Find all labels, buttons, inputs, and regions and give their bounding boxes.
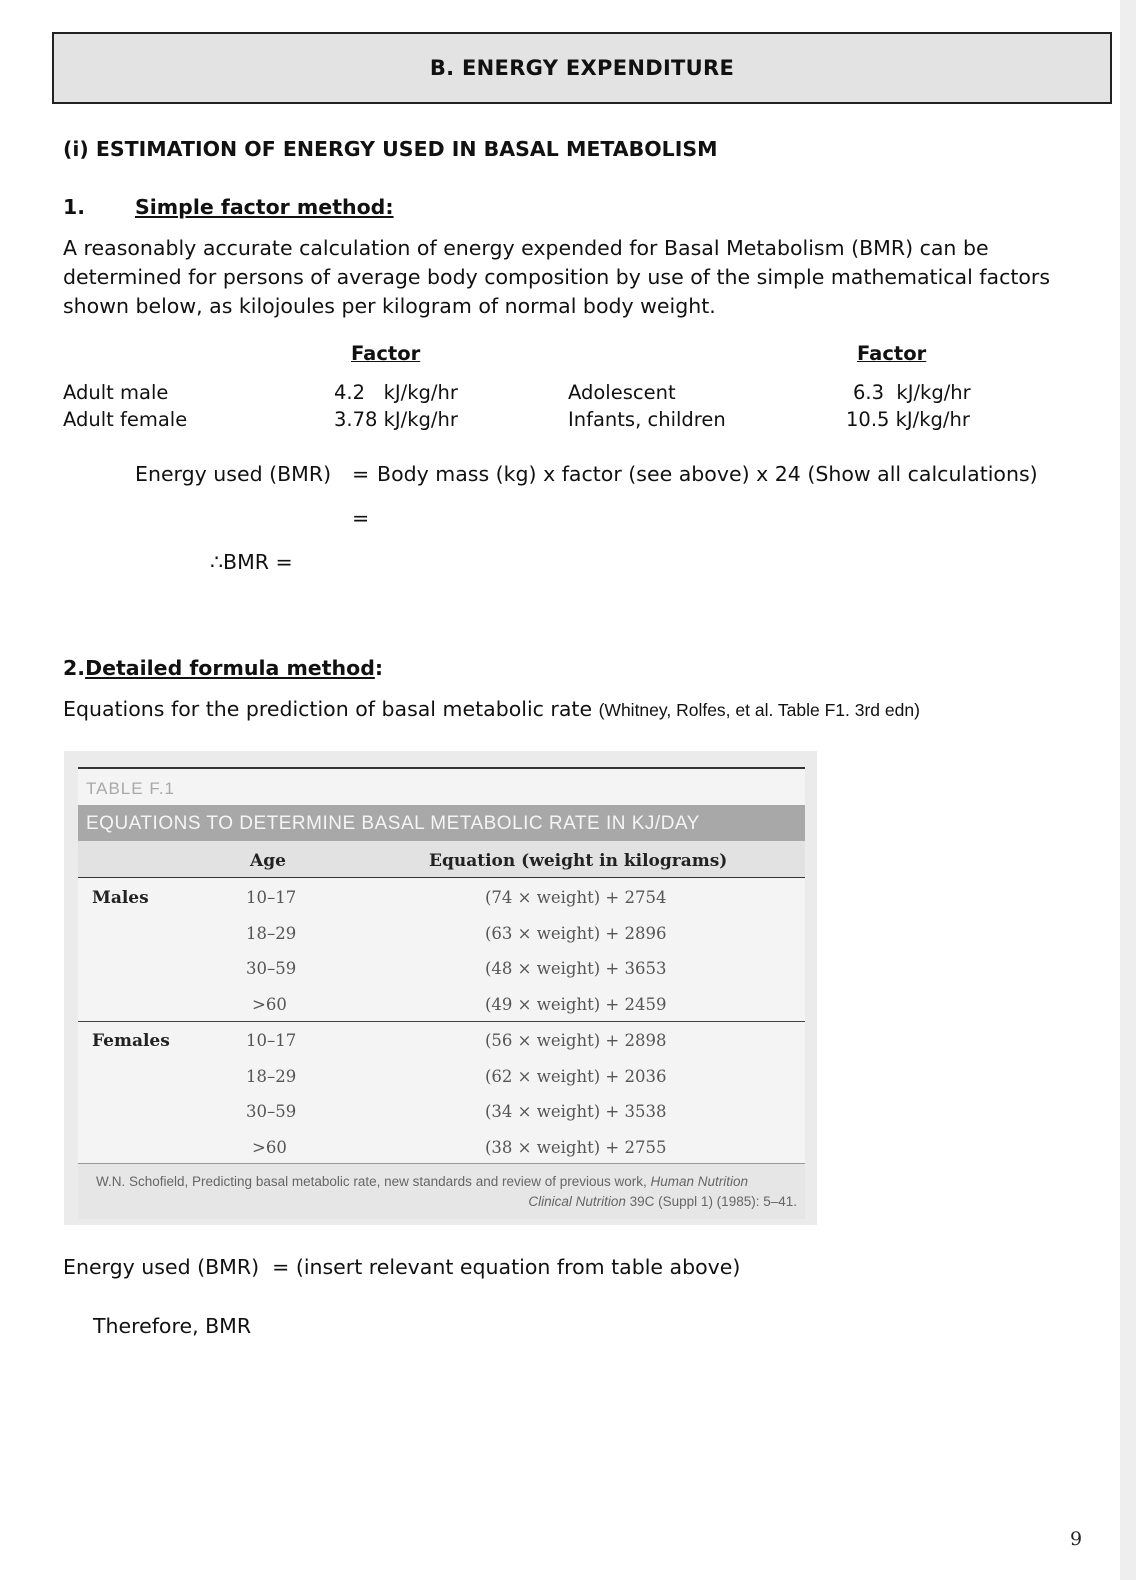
- subsection-heading: (i) ESTIMATION OF ENERGY USED IN BASAL METABOLISM: [63, 137, 718, 161]
- source-suffix: 39C (Suppl 1) (1985): 5–41.: [629, 1194, 797, 1209]
- method2-heading: [63, 656, 383, 680]
- method2-title: Detailed formula method: [85, 656, 375, 680]
- table-cell-equation: (34 × weight) + 3538: [485, 1102, 667, 1121]
- table-cell-equation: (63 × weight) + 2896: [485, 924, 667, 943]
- factor-row-value: 3.78 kJ/kg/hr: [334, 408, 458, 431]
- bmr-energy-line: Energy used (BMR) = (insert relevant equation from table above): [63, 1255, 741, 1279]
- page-number: 9: [1070, 1528, 1083, 1550]
- table-cell-age: 18–29: [246, 924, 297, 943]
- table-title: EQUATIONS TO DETERMINE BASAL METABOLIC RATE IN KJ/DAY: [86, 813, 700, 834]
- bmr-equations-table-scan: [64, 751, 817, 1225]
- factor-row-value: 10.5 kJ/kg/hr: [846, 408, 970, 431]
- method2-intro: Equations for the prediction of basal metabolic rate: [63, 697, 593, 721]
- therefore-bmr-line: Therefore, BMR: [93, 1314, 252, 1338]
- table-cell-equation: (56 × weight) + 2898: [485, 1031, 667, 1050]
- method1-number: 1.: [63, 195, 86, 219]
- group-label-females: Females: [92, 1031, 170, 1051]
- table-cell-equation: (62 × weight) + 2036: [485, 1067, 667, 1086]
- method2-number: 2.: [63, 656, 86, 680]
- table-source-line2: [528, 1194, 797, 1209]
- table-cell-age: 30–59: [246, 1102, 297, 1121]
- section-header-title: B. ENERGY EXPENDITURE: [429, 56, 735, 80]
- group-label-males: Males: [92, 888, 149, 908]
- page-edge-shadow: [1120, 0, 1136, 1580]
- table-cell-equation: (48 × weight) + 3653: [485, 959, 667, 978]
- table-cell-age: >60: [252, 1138, 287, 1157]
- table-cell-age: 30–59: [246, 959, 297, 978]
- source-prefix: W.N. Schofield, Predicting basal metabolic rate, new standards and review of previous work,: [96, 1174, 647, 1189]
- factor-header-right: Factor: [857, 342, 927, 365]
- bmr-equation-equals: =: [352, 462, 370, 486]
- factor-row-label: Adult male: [63, 381, 169, 404]
- group-divider: [78, 1021, 805, 1022]
- therefore-bmr: ∴BMR =: [210, 550, 293, 574]
- column-header-age: Age: [250, 851, 286, 871]
- method2-intro-line: [63, 697, 920, 721]
- source-journal-1: Human Nutrition: [650, 1174, 749, 1189]
- factor-header-left: Factor: [351, 342, 421, 365]
- factor-row-label: Infants, children: [568, 408, 726, 431]
- factor-row-label: Adult female: [63, 408, 188, 431]
- factor-row-value: 4.2 kJ/kg/hr: [334, 381, 458, 404]
- column-header-equation: Equation (weight in kilograms): [429, 851, 728, 871]
- method1-title: Simple factor method:: [135, 195, 394, 219]
- table-cell-equation: (74 × weight) + 2754: [485, 888, 667, 907]
- table-label: TABLE F.1: [86, 779, 175, 798]
- source-journal-2: Clinical Nutrition: [528, 1194, 626, 1209]
- method2-colon: :: [374, 656, 384, 680]
- table-cell-age: >60: [252, 995, 287, 1014]
- factor-row-value: 6.3 kJ/kg/hr: [853, 381, 971, 404]
- bmr-equals-blank: =: [352, 506, 370, 530]
- bmr-equations-table: [78, 767, 805, 1219]
- section-header-box: [52, 32, 1112, 104]
- bmr-equation-lhs: Energy used (BMR): [135, 462, 332, 486]
- table-source-band: [78, 1163, 805, 1219]
- factor-row-label: Adolescent: [568, 381, 676, 404]
- table-cell-age: 10–17: [246, 1031, 297, 1050]
- bmr-equation-rhs: Body mass (kg) x factor (see above) x 24 (Show all calculations): [377, 462, 1038, 486]
- table-cell-age: 18–29: [246, 1067, 297, 1086]
- method2-citation: (Whitney, Rolfes, et al. Table F1. 3rd edn): [598, 700, 920, 720]
- table-cell-age: 10–17: [246, 888, 297, 907]
- method1-paragraph: A reasonably accurate calculation of energy expended for Basal Metabolism (BMR) can be determined for persons of average body composition by use of the simple mathematical factors shown below, as kilojoules per kilogram of normal body weight.: [63, 236, 1051, 318]
- table-source-line1: [96, 1174, 748, 1189]
- table-cell-equation: (38 × weight) + 2755: [485, 1138, 667, 1157]
- table-cell-equation: (49 × weight) + 2459: [485, 995, 667, 1014]
